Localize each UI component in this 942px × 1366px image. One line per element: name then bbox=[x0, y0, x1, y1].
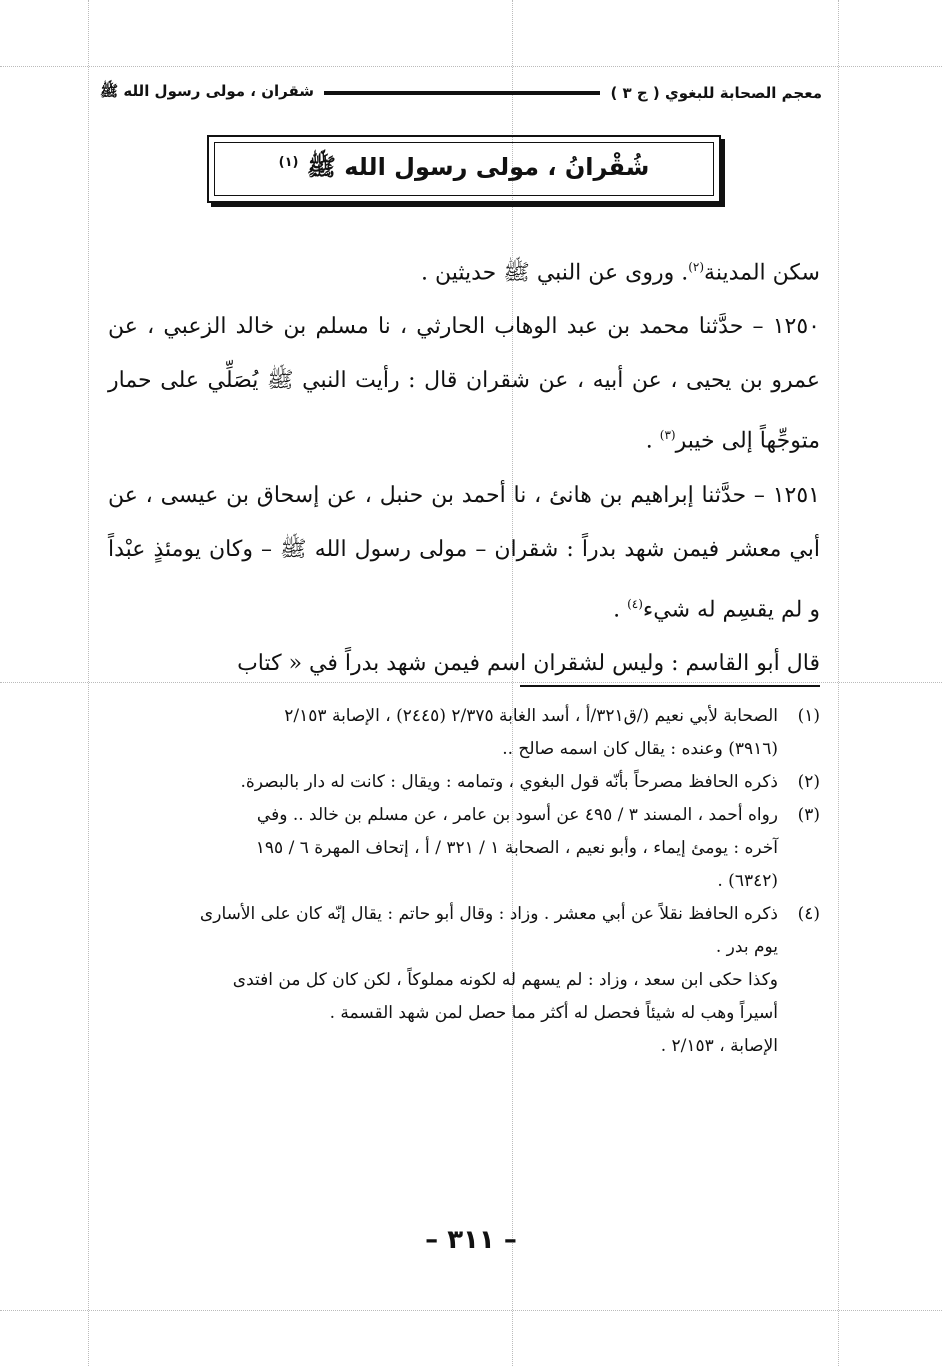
footnote-line: رواه أحمد ، المسند ٣ / ٤٩٥ عن أسود بن عامر ، عن مسلم بن خالد .. وفي bbox=[256, 805, 778, 825]
footnote-line: الصحابة لأبي نعيم (/ق٣٢١/أ ، أسد الغابة ٢/٣٧٥ (٢٤٤٥) ، الإصابة ٢/١٥٣ bbox=[284, 706, 778, 726]
header-book-title: معجم الصحابة للبغوي ( ج ٣ ) bbox=[610, 84, 822, 102]
main-text bbox=[108, 240, 820, 691]
scan-guide-line bbox=[0, 1310, 942, 1311]
footnote-line: ذكره الحافظ مصرحاً بأنّه قول البغوي ، وتمامه : ويقال : كانت له دار بالبصرة. bbox=[240, 772, 778, 792]
footnote-line: الإصابة ، ٢/١٥٣ . bbox=[660, 1036, 778, 1056]
footnote-line: (٦٣٤٢) . bbox=[717, 871, 778, 891]
footnote-ref: (٣) bbox=[659, 428, 676, 443]
footnote-line: أسيراً وهب له شيئاً فحصل له أكثر مما حصل لمن شهد القسمة . bbox=[329, 1003, 778, 1023]
scan-guide-line bbox=[838, 0, 839, 1366]
paragraph-text: ١٢٥١ – حدَّثنا إبراهيم بن هانئ ، نا أحمد بن حنبل ، عن إسحاق بن عيسى ، عن أبي معشر فيمن شهد بدراً : شقران – مولى رسول الله ﷺ – وكان يومئذٍ عبْداً و لم يقسِم له شيء bbox=[108, 482, 820, 622]
running-header bbox=[100, 76, 822, 110]
paragraph-text: سكن المدينة bbox=[704, 260, 820, 286]
footnote-number: (٤) bbox=[797, 904, 820, 924]
page-number: – ٣١١ – bbox=[425, 1225, 517, 1255]
footnote-line: وكذا حكى ابن سعد ، وزاد : لم يسهم له لكونه مملوكاً ، لكن كان كل من افتدى bbox=[232, 970, 778, 990]
footnote bbox=[108, 898, 820, 964]
footnote-ref: (٢) bbox=[688, 260, 705, 274]
paragraph-text: . bbox=[613, 596, 628, 622]
footnote-number: (٣) bbox=[797, 805, 820, 825]
header-entry-title: شقران ، مولى رسول الله ﷺ bbox=[100, 82, 315, 100]
paragraph-text: . وروى عن النبي ﷺ حديثين . bbox=[420, 260, 689, 286]
footnote-continuation bbox=[108, 964, 820, 1063]
entry-title-box bbox=[207, 135, 721, 203]
entry-title-text: شُقْرانُ ، مولى رسول الله ﷺ bbox=[306, 152, 650, 181]
footnote-line: آخره : يومئ إيماء ، وأبو نعيم ، الصحابة ١ / ٣٢١ / أ ، إتحاف المهرة ٦ / ١٩٥ bbox=[255, 838, 778, 858]
footnote-number: (١) bbox=[797, 706, 820, 726]
paragraph bbox=[108, 240, 820, 300]
header-rule bbox=[324, 91, 600, 95]
footnote-number: (٢) bbox=[797, 772, 820, 792]
paragraph-text: . bbox=[645, 428, 660, 454]
entry-title bbox=[279, 152, 650, 187]
footnote-line: (٣٩١٦) وعنده : يقال كان اسمه صالح .. bbox=[502, 739, 778, 759]
footnote bbox=[108, 766, 820, 799]
footnote bbox=[108, 799, 820, 898]
scan-guide-line bbox=[88, 0, 89, 1366]
paragraph-text: ١٢٥٠ – حدَّثنا محمد بن عبد الوهاب الحارثي ، نا مسلم بن خالد الزعبي ، عن عمرو بن يحيى ، عن أبيه ، عن شقران قال : رأيت النبي ﷺ يُصَلِّي على حمار متوجِّهاً إلى خيبر bbox=[108, 314, 820, 454]
scan-guide-line bbox=[0, 66, 942, 67]
hadith-paragraph bbox=[108, 300, 820, 468]
footnote bbox=[108, 700, 820, 766]
footnote-ref: (١) bbox=[278, 154, 299, 170]
paragraph: قال أبو القاسم : وليس لشقران اسم فيمن شهد بدراً في « كتاب bbox=[237, 650, 820, 676]
footnote-ref: (٤) bbox=[627, 596, 643, 611]
footnote-separator bbox=[520, 685, 820, 687]
footnote-line: ذكره الحافظ نقلاً عن أبي معشر . وزاد : وقال أبو حاتم : يقال إنّه كان على الأسارى bbox=[199, 904, 778, 924]
hadith-paragraph bbox=[108, 469, 820, 637]
footnotes bbox=[108, 700, 820, 1063]
footnote-line: يوم بدر . bbox=[715, 937, 778, 957]
